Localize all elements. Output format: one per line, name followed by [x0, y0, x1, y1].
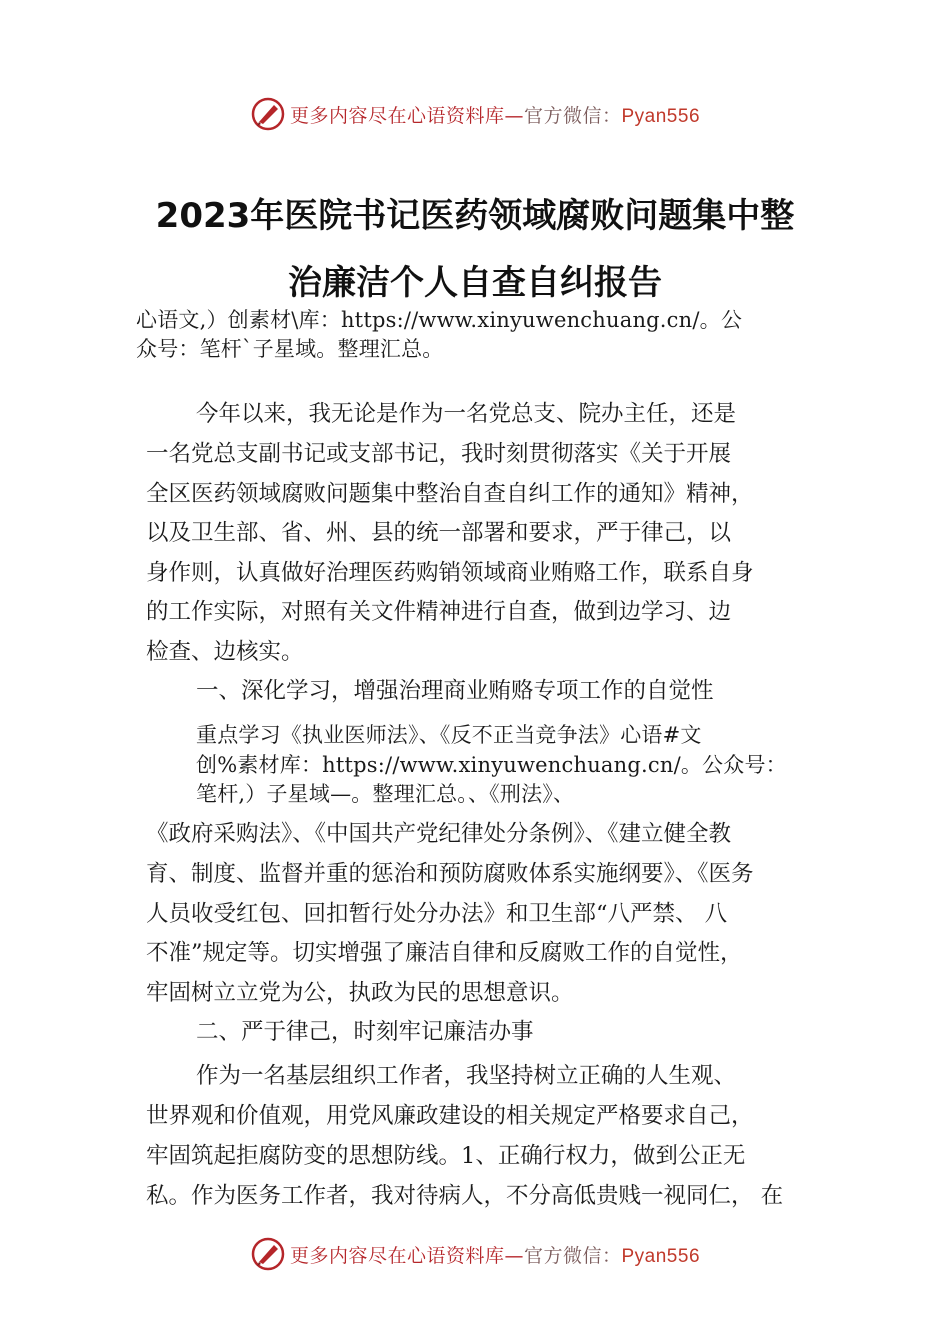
paragraph-line: 检查、边核实。	[146, 639, 304, 665]
paragraph-line: 私。作为医务工作者，我对待病人，不分高低贵贱一视同仁， 在	[146, 1183, 784, 1209]
section-heading-2: 二、严于律己，时刻牢记廉洁办事	[196, 1019, 534, 1045]
banner-text: 更多内容尽在心语资料库—官方微信：Pyan556	[289, 104, 701, 127]
paragraph-line: 一名党总支副书记或支部书记，我时刻贯彻落实《关于开展	[146, 441, 732, 467]
paragraph-line: 《政府采购法》、《中国共产党纪律处分条例》、《建立健全教	[146, 821, 732, 847]
paragraph-line: 全区医药领域腐败问题集中整治自查自纠工作的通知》精神，	[146, 481, 754, 507]
pen-logo-icon	[250, 96, 286, 132]
paragraph-line: 世界观和价值观，用党风廉政建设的相关规定严格要求自己，	[146, 1103, 754, 1129]
paragraph-line: 作为一名基层组织工作者，我坚持树立正确的人生观、	[196, 1063, 737, 1089]
paragraph-line: 牢固筑起拒腐防变的思想防线。1、正确行权力，做到公正无	[146, 1143, 746, 1169]
paragraph-line: 笔杆,）子星域—。整理汇总。、《刑法》、	[196, 782, 575, 806]
paragraph-line: 重点学习《执业医师法》、《反不正当竞争法》心语#文	[196, 723, 702, 747]
header-banner	[0, 94, 950, 134]
paragraph-line: 今年以来，我无论是作为一名党总支、院办主任，还是	[196, 401, 737, 427]
paragraph-line: 牢固树立立党为公，执政为民的思想意识。	[146, 980, 574, 1006]
document-title-line-1: 2023年医院书记医药领域腐败问题集中整	[155, 196, 795, 236]
section-heading-1: 一、深化学习，增强治理商业贿赂专项工作的自觉性	[196, 678, 714, 704]
banner-text: 更多内容尽在心语资料库—官方微信：Pyan556	[289, 1244, 701, 1267]
paragraph-line: 创%素材库：https://www.xinyuwenchuang.cn/。公众号：	[196, 753, 787, 777]
document-title-line-2: 治廉洁个人自查自纠报告	[288, 263, 662, 303]
paragraph-line: 以及卫生部、省、州、县的统一部署和要求，严于律己，以	[146, 520, 732, 546]
paragraph-line: 育、制度、监督并重的惩治和预防腐败体系实施纲要》、《医务	[146, 861, 754, 887]
paragraph-line: 人员收受红包、回扣暂行处分办法》和卫生部“八严禁、 八	[146, 901, 728, 927]
source-note-line: 众号：笔杆`子星域。整理汇总。	[136, 337, 444, 361]
paragraph-line: 的工作实际，对照有关文件精神进行自查，做到边学习、边	[146, 599, 732, 625]
footer-banner	[0, 1234, 950, 1274]
source-note-line: 心语文,）创素材\库：https://www.xinyuwenchuang.cn/。公	[136, 308, 743, 332]
paragraph-line: 身作则，认真做好治理医药购销领域商业贿赂工作，联系自身	[146, 560, 754, 586]
paragraph-line: 不准”规定等。切实增强了廉洁自律和反腐败工作的自觉性，	[146, 940, 743, 966]
pen-logo-icon	[250, 1236, 286, 1272]
